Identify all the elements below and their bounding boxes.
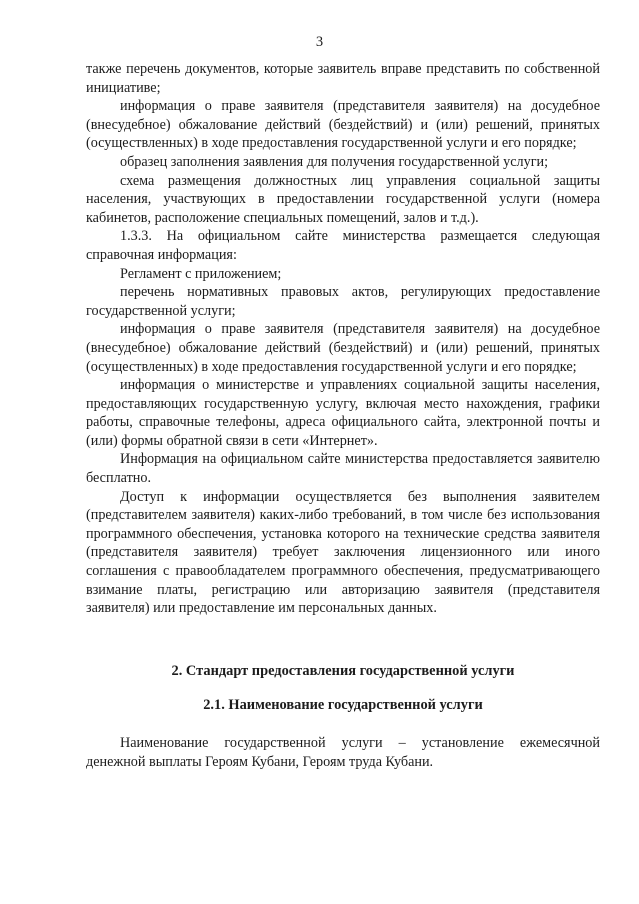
paragraph: 1.3.3. На официальном сайте министерства размещается следующая справочная информация:: [86, 228, 600, 263]
paragraph: перечень нормативных правовых актов, регулирующих предоставление государственной услуги;: [86, 284, 600, 319]
subsection-heading: 2.1. Наименование государственной услуги: [203, 697, 483, 713]
final-paragraph-block: [86, 734, 600, 771]
paragraph: образец заполнения заявления для получения государственной услуги;: [120, 153, 549, 170]
paragraph: Доступ к информации осуществляется без выполнения заявителем (представителем заявителя) каких-либо требований, в том числе без использования программного обеспечения, установка которого на технические средства заявителя (представителя заявителя) требует заключения лицензионного или иного соглашения с правообладателем программного обеспечения, предусматривающего взимание платы, регистрацию или авторизацию заявителя (представителя заявителя) или предоставление им персональных данных.: [86, 488, 600, 617]
paragraph: информация о министерстве и управлениях социальной защиты населения, предоставляющих государственную услугу, включая место нахождения, графики работы, справочные телефоны, адреса официального сайта, электронной почты и (или) формы обратной связи в сети «Интернет».: [86, 377, 600, 449]
paragraph: Регламент с приложением;: [120, 265, 282, 282]
paragraph: информация о праве заявителя (представителя заявителя) на досудебное (внесудебное) обжалование действий (бездействий) и (или) решений, принятых (осуществленных) в ходе предоставления государственной услуги и его порядке;: [86, 321, 600, 375]
paragraph: также перечень документов, которые заявитель вправе представить по собственной инициативе;: [86, 61, 600, 96]
paragraph: схема размещения должностных лиц управления социальной защиты населения, участвующих в предоставлении государственной услуги (номера кабинетов, расположение специальных помещений, залов и т.д.).: [86, 172, 600, 226]
body-text: [86, 60, 600, 618]
page-number: 3: [315, 34, 324, 50]
paragraph: Информация на официальном сайте министерства предоставляется заявителю бесплатно.: [86, 451, 600, 487]
paragraph: информация о праве заявителя (представителя заявителя) на досудебное (внесудебное) обжалование действий (бездействий) и (или) решений, принятых (осуществленных) в ходе предоставления государственной услуги и его порядке;: [86, 98, 600, 152]
section-heading: 2. Стандарт предоставления государственной услуги: [171, 663, 515, 679]
paragraph: Наименование государственной услуги – установление ежемесячной денежной выплаты Героям Кубани, Героям труда Кубани.: [86, 735, 600, 770]
